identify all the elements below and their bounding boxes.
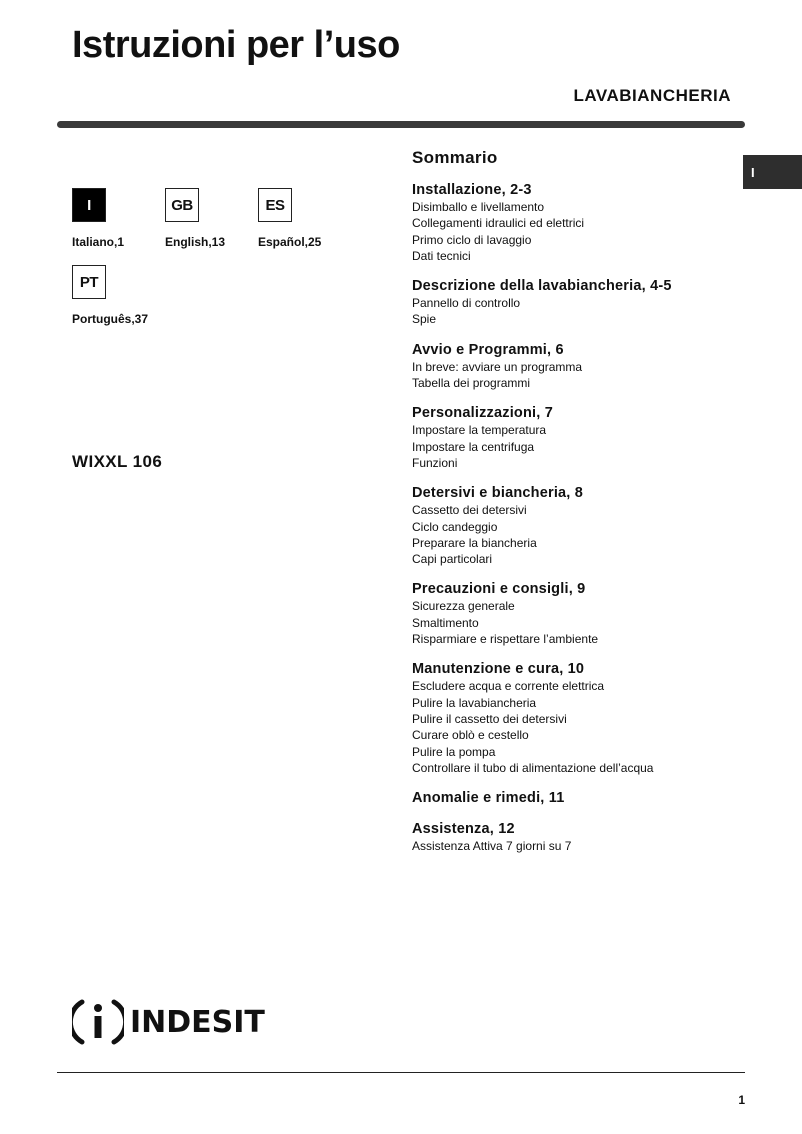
toc-item[interactable]: Preparare la biancheria (412, 535, 537, 550)
page-title: Istruzioni per l’uso (72, 24, 400, 66)
toc-item[interactable]: Risparmiare e rispettare l’ambiente (412, 632, 599, 647)
model-name: WIXXL 106 (72, 452, 163, 471)
toc-heading: Sommario (412, 148, 498, 167)
language-label: English,13 (165, 235, 226, 249)
toc-item[interactable]: Funzioni (412, 455, 458, 470)
toc-item[interactable]: Tabella dei programmi (412, 376, 531, 391)
toc-item[interactable]: Ciclo candeggio (412, 519, 498, 534)
toc-section (412, 181, 732, 264)
toc-section-title[interactable]: Descrizione della lavabiancheria, 4-5 (412, 278, 672, 295)
language-code-box: I (72, 188, 106, 222)
logo-wordmark: INDESIT (130, 1004, 265, 1040)
toc-section (412, 341, 732, 392)
toc-item[interactable]: Curare oblò e cestello (412, 728, 529, 743)
language-label: Español,25 (258, 235, 322, 249)
language-option-english[interactable] (165, 188, 265, 249)
toc-section (412, 277, 732, 328)
toc-section (412, 580, 732, 647)
page-number: 1 (738, 1093, 745, 1107)
toc-item[interactable]: Pannello di controllo (412, 296, 521, 311)
toc-section-title[interactable]: Anomalie e rimedi, 11 (412, 790, 565, 807)
toc-item[interactable]: Escludere acqua e corrente elettrica (412, 679, 605, 694)
header-divider (57, 121, 745, 128)
toc-item[interactable]: Dati tecnici (412, 248, 471, 263)
language-label: Português,37 (72, 312, 149, 326)
toc-section (412, 660, 732, 776)
toc-section-title[interactable]: Detersivi e biancheria, 8 (412, 485, 584, 502)
toc-section-title[interactable]: Manutenzione e cura, 10 (412, 661, 585, 678)
toc-item[interactable]: Disimballo e livellamento (412, 200, 545, 214)
language-option-portugues[interactable] (72, 265, 172, 326)
toc-item[interactable]: Collegamenti idraulici ed elettrici (412, 216, 585, 231)
table-of-contents (412, 148, 732, 867)
toc-section (412, 789, 732, 807)
toc-section-title[interactable]: Personalizzazioni, 7 (412, 405, 553, 422)
footer-divider (57, 1072, 745, 1073)
toc-item[interactable]: Spie (412, 312, 437, 327)
language-code-box: ES (258, 188, 292, 222)
toc-item[interactable]: Pulire il cassetto dei detersivi (412, 711, 567, 726)
toc-section-title[interactable]: Assistenza, 12 (412, 821, 515, 838)
toc-section (412, 820, 732, 854)
language-side-tab: I (743, 155, 802, 189)
language-code-box: GB (165, 188, 199, 222)
toc-item[interactable]: In breve: avviare un programma (412, 359, 583, 374)
language-option-italiano[interactable] (72, 188, 172, 249)
product-type-subtitle: LAVABIANCHERIA (573, 86, 731, 105)
toc-item[interactable]: Impostare la temperatura (412, 423, 547, 438)
toc-item[interactable]: Capi particolari (412, 552, 493, 567)
toc-item[interactable]: Primo ciclo di lavaggio (412, 232, 532, 247)
toc-section-title[interactable]: Avvio e Programmi, 6 (412, 341, 564, 358)
toc-section (412, 484, 732, 567)
indesit-logo (72, 996, 265, 1048)
toc-sections (412, 181, 732, 854)
indesit-logo-icon (72, 996, 124, 1048)
toc-item[interactable]: Pulire la lavabiancheria (412, 695, 537, 710)
toc-section-title[interactable]: Installazione, 2-3 (412, 182, 532, 198)
toc-item[interactable]: Controllare il tubo di alimentazione dell’acqua (412, 760, 654, 775)
toc-section-title[interactable]: Precauzioni e consigli, 9 (412, 581, 586, 598)
toc-item[interactable]: Impostare la centrifuga (412, 439, 535, 454)
toc-item[interactable]: Pulire la pompa (412, 744, 496, 759)
toc-item[interactable]: Sicurezza generale (412, 599, 515, 614)
toc-item[interactable]: Assistenza Attiva 7 giorni su 7 (412, 839, 572, 854)
language-code-box: PT (72, 265, 106, 299)
toc-item[interactable]: Cassetto dei detersivi (412, 503, 527, 518)
language-label: Italiano,1 (72, 235, 125, 249)
language-option-espanol[interactable] (258, 188, 358, 249)
toc-section (412, 404, 732, 471)
toc-item[interactable]: Smaltimento (412, 615, 479, 630)
